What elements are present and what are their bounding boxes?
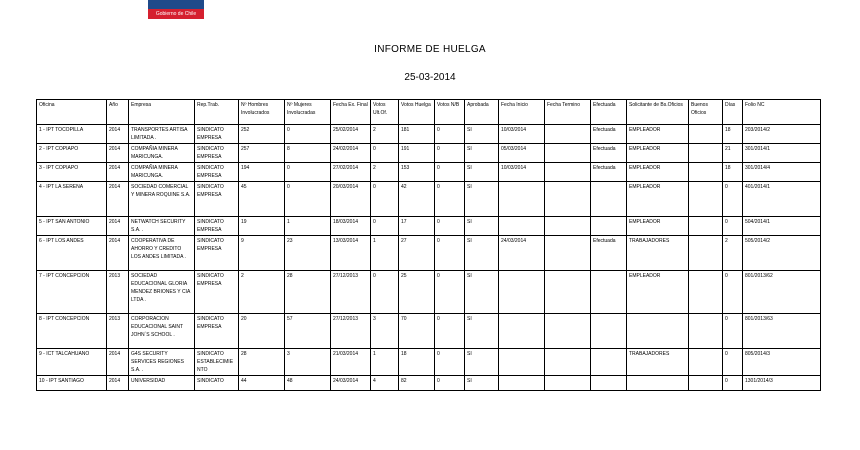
cell-oficina: 10 - IPT SANTIAGO: [37, 376, 107, 391]
cell-oficina: 9 - ICT TALCAHUANO: [37, 349, 107, 376]
col-header-dias: Días: [723, 100, 743, 125]
cell-ano: 2014: [107, 376, 129, 391]
col-header-hombres: Nº Hombres Involucrados: [239, 100, 285, 125]
cell-rep-trab: SINDICATO EMPRESA: [195, 236, 239, 271]
cell-efectuada: Efectuada: [591, 125, 627, 144]
cell-votos-ult-of: 3: [371, 314, 399, 349]
cell-folio-nc: 401/2014/1: [743, 182, 821, 217]
cell-votos-huelga: 25: [399, 271, 435, 314]
cell-fecha-termino: [545, 125, 591, 144]
cell-buenos-oficios: [689, 163, 723, 182]
cell-hombres: 194: [239, 163, 285, 182]
cell-oficina: 7 - IPT CONCEPCION: [37, 271, 107, 314]
cell-folio-nc: 504/2014/1: [743, 217, 821, 236]
cell-hombres: 9: [239, 236, 285, 271]
cell-solicitante: TRABAJADORES: [627, 236, 689, 271]
cell-oficina: 2 - IPT COPIAPO: [37, 144, 107, 163]
cell-mujeres: 23: [285, 236, 331, 271]
cell-fecha-inicio: [499, 271, 545, 314]
col-header-buenos-oficios: Buenos Oficios: [689, 100, 723, 125]
table-row: [37, 271, 821, 314]
cell-oficina: 3 - IPT COPIAPO: [37, 163, 107, 182]
cell-oficina: 1 - IPT TOCOPILLA: [37, 125, 107, 144]
cell-solicitante: EMPLEADOR: [627, 163, 689, 182]
cell-rep-trab: SINDICATO EMPRESA: [195, 314, 239, 349]
cell-fecha-termino: [545, 144, 591, 163]
cell-buenos-oficios: [689, 182, 723, 217]
cell-aprobada: SI: [465, 163, 499, 182]
cell-mujeres: 1: [285, 217, 331, 236]
cell-aprobada: SI: [465, 376, 499, 391]
cell-votos-ult-of: 2: [371, 125, 399, 144]
cell-oficina: 6 - IPT LOS ANDES: [37, 236, 107, 271]
cell-dias: 18: [723, 163, 743, 182]
cell-votos-nb: 0: [435, 349, 465, 376]
cell-fecha-termino: [545, 182, 591, 217]
cell-fecha-inicio: [499, 349, 545, 376]
cell-mujeres: 48: [285, 376, 331, 391]
cell-hombres: 45: [239, 182, 285, 217]
cell-votos-huelga: 70: [399, 314, 435, 349]
cell-hombres: 2: [239, 271, 285, 314]
cell-fecha-ex-final: 27/12/2013: [331, 314, 371, 349]
cell-votos-ult-of: 2: [371, 163, 399, 182]
cell-votos-huelga: 18: [399, 349, 435, 376]
cell-aprobada: SI: [465, 144, 499, 163]
cell-votos-ult-of: 0: [371, 271, 399, 314]
table-row: [37, 125, 821, 144]
cell-folio-nc: 1301/2014/3: [743, 376, 821, 391]
cell-fecha-ex-final: 13/03/2014: [331, 236, 371, 271]
cell-fecha-termino: [545, 163, 591, 182]
cell-votos-huelga: 82: [399, 376, 435, 391]
cell-mujeres: 3: [285, 349, 331, 376]
col-header-votos-ult-of: Votos Ult.Of.: [371, 100, 399, 125]
cell-ano: 2014: [107, 236, 129, 271]
cell-solicitante: EMPLEADOR: [627, 125, 689, 144]
cell-solicitante: EMPLEADOR: [627, 144, 689, 163]
cell-empresa: TRANSPORTES ARTISA LIMITADA .: [129, 125, 195, 144]
cell-hombres: 44: [239, 376, 285, 391]
cell-votos-nb: 0: [435, 314, 465, 349]
cell-empresa: SOCIEDAD EDUCACIONAL GLORIA MENDEZ BRIONES Y CIA LTDA .: [129, 271, 195, 314]
col-header-oficina: Oficina: [37, 100, 107, 125]
cell-efectuada: [591, 349, 627, 376]
cell-votos-nb: 0: [435, 376, 465, 391]
cell-fecha-termino: [545, 271, 591, 314]
cell-solicitante: [627, 314, 689, 349]
report-title: INFORME DE HUELGA: [374, 44, 486, 55]
cell-solicitante: EMPLEADOR: [627, 182, 689, 217]
cell-folio-nc: 801/2013/62: [743, 271, 821, 314]
cell-fecha-inicio: [499, 217, 545, 236]
cell-rep-trab: SINDICATO EMPRESA: [195, 144, 239, 163]
cell-aprobada: SI: [465, 271, 499, 314]
cell-hombres: 28: [239, 349, 285, 376]
cell-fecha-inicio: 05/03/2014: [499, 144, 545, 163]
table-row: [37, 314, 821, 349]
col-header-empresa: Empresa: [129, 100, 195, 125]
cell-ano: 2013: [107, 314, 129, 349]
cell-mujeres: 28: [285, 271, 331, 314]
cell-empresa: COOPERATIVA DE AHORRO Y CREDITO LOS ANDES LIMITADA .: [129, 236, 195, 271]
cell-mujeres: 0: [285, 163, 331, 182]
cell-empresa: G4S SECURITY SERVICES REGIONES S.A. .: [129, 349, 195, 376]
cell-dias: 21: [723, 144, 743, 163]
table-header-row: [37, 100, 821, 125]
cell-mujeres: 0: [285, 182, 331, 217]
cell-fecha-ex-final: 21/03/2014: [331, 349, 371, 376]
cell-fecha-ex-final: 20/03/2014: [331, 182, 371, 217]
cell-aprobada: SI: [465, 182, 499, 217]
cell-aprobada: SI: [465, 349, 499, 376]
cell-rep-trab: SINDICATO EMPRESA: [195, 217, 239, 236]
cell-hombres: 252: [239, 125, 285, 144]
cell-folio-nc: 801/2013/63: [743, 314, 821, 349]
cell-votos-nb: 0: [435, 144, 465, 163]
report-date: 25-03-2014: [404, 72, 456, 83]
cell-dias: 18: [723, 125, 743, 144]
cell-oficina: 4 - IPT LA SERENA: [37, 182, 107, 217]
cell-dias: 0: [723, 217, 743, 236]
cell-efectuada: [591, 376, 627, 391]
cell-fecha-inicio: 10/03/2014: [499, 163, 545, 182]
cell-ano: 2014: [107, 125, 129, 144]
col-header-folio-nc: Folio NC: [743, 100, 821, 125]
cell-votos-nb: 0: [435, 236, 465, 271]
cell-rep-trab: SINDICATO ESTABLECIMIENTO: [195, 349, 239, 376]
cell-votos-nb: 0: [435, 271, 465, 314]
col-header-votos-nb: Votos N/B: [435, 100, 465, 125]
cell-ano: 2014: [107, 144, 129, 163]
cell-buenos-oficios: [689, 125, 723, 144]
cell-fecha-ex-final: 24/03/2014: [331, 376, 371, 391]
table-row: [37, 349, 821, 376]
cell-votos-nb: 0: [435, 163, 465, 182]
cell-votos-ult-of: 1: [371, 236, 399, 271]
cell-mujeres: 57: [285, 314, 331, 349]
cell-folio-nc: 301/2014/1: [743, 144, 821, 163]
cell-rep-trab: SINDICATO: [195, 376, 239, 391]
cell-buenos-oficios: [689, 236, 723, 271]
cell-hombres: 20: [239, 314, 285, 349]
cell-dias: 0: [723, 314, 743, 349]
cell-solicitante: EMPLEADOR: [627, 271, 689, 314]
cell-fecha-termino: [545, 376, 591, 391]
cell-efectuada: [591, 271, 627, 314]
cell-rep-trab: SINDICATO EMPRESA: [195, 271, 239, 314]
cell-buenos-oficios: [689, 271, 723, 314]
cell-dias: 0: [723, 376, 743, 391]
cell-empresa: SOCIEDAD COMERCIAL Y MINERA ROQUINE S.A.: [129, 182, 195, 217]
col-header-fecha-inicio: Fecha Inicio: [499, 100, 545, 125]
cell-aprobada: SI: [465, 236, 499, 271]
col-header-votos-huelga: Votos Huelga: [399, 100, 435, 125]
cell-empresa: CORPORACION EDUCACIONAL SAINT JOHN`S SCHOOL .: [129, 314, 195, 349]
cell-fecha-ex-final: 25/02/2014: [331, 125, 371, 144]
cell-fecha-inicio: 10/03/2014: [499, 125, 545, 144]
cell-dias: 0: [723, 271, 743, 314]
cell-votos-ult-of: 0: [371, 217, 399, 236]
cell-rep-trab: SINDICATO EMPRESA: [195, 163, 239, 182]
cell-oficina: 5 - IPT SAN ANTONIO: [37, 217, 107, 236]
cell-votos-ult-of: 1: [371, 349, 399, 376]
col-header-solicitante: Solicitante de Bs.Oficios: [627, 100, 689, 125]
table-row: [37, 236, 821, 271]
cell-votos-huelga: 17: [399, 217, 435, 236]
strike-report-table: [36, 99, 821, 391]
cell-folio-nc: 203/2014/2: [743, 125, 821, 144]
cell-efectuada: [591, 314, 627, 349]
cell-solicitante: TRABAJADORES: [627, 349, 689, 376]
cell-votos-nb: 0: [435, 182, 465, 217]
cell-votos-huelga: 42: [399, 182, 435, 217]
cell-buenos-oficios: [689, 144, 723, 163]
cell-fecha-ex-final: 18/03/2014: [331, 217, 371, 236]
table-row: [37, 144, 821, 163]
col-header-fecha-ex-final: Fecha Ex. Final: [331, 100, 371, 125]
col-header-mujeres: Nº Mujeres Involucradas: [285, 100, 331, 125]
cell-fecha-ex-final: 27/12/2013: [331, 271, 371, 314]
cell-ano: 2014: [107, 349, 129, 376]
cell-folio-nc: 805/2014/3: [743, 349, 821, 376]
logo-text: Gobierno de Chile: [148, 9, 204, 19]
cell-empresa: NETWATCH SECURITY S.A. .: [129, 217, 195, 236]
cell-fecha-inicio: [499, 182, 545, 217]
cell-votos-ult-of: 4: [371, 376, 399, 391]
cell-fecha-termino: [545, 217, 591, 236]
cell-votos-huelga: 153: [399, 163, 435, 182]
cell-efectuada: [591, 182, 627, 217]
col-header-ano: Año: [107, 100, 129, 125]
col-header-fecha-termino: Fecha Termino: [545, 100, 591, 125]
cell-dias: 2: [723, 236, 743, 271]
cell-votos-huelga: 181: [399, 125, 435, 144]
cell-empresa: COMPAÑIA MINERA MARICUNGA.: [129, 144, 195, 163]
cell-fecha-ex-final: 27/02/2014: [331, 163, 371, 182]
cell-fecha-termino: [545, 349, 591, 376]
table-row: [37, 217, 821, 236]
cell-fecha-inicio: 24/03/2014: [499, 236, 545, 271]
cell-aprobada: SI: [465, 217, 499, 236]
cell-fecha-inicio: [499, 376, 545, 391]
table-row: [37, 163, 821, 182]
cell-votos-huelga: 27: [399, 236, 435, 271]
cell-hombres: 19: [239, 217, 285, 236]
cell-solicitante: EMPLEADOR: [627, 217, 689, 236]
cell-efectuada: [591, 217, 627, 236]
cell-ano: 2014: [107, 182, 129, 217]
cell-hombres: 257: [239, 144, 285, 163]
table-row: [37, 182, 821, 217]
cell-folio-nc: 505/2014/2: [743, 236, 821, 271]
cell-mujeres: 8: [285, 144, 331, 163]
cell-buenos-oficios: [689, 314, 723, 349]
cell-rep-trab: SINDICATO EMPRESA: [195, 125, 239, 144]
cell-aprobada: SI: [465, 125, 499, 144]
cell-empresa: UNIVERSIDAD: [129, 376, 195, 391]
table-row: [37, 376, 821, 391]
cell-votos-ult-of: 0: [371, 144, 399, 163]
cell-folio-nc: 301/2014/4: [743, 163, 821, 182]
cell-oficina: 8 - IPT CONCEPCION: [37, 314, 107, 349]
cell-efectuada: Efectuada: [591, 144, 627, 163]
col-header-efectuada: Efectuada: [591, 100, 627, 125]
cell-buenos-oficios: [689, 217, 723, 236]
cell-buenos-oficios: [689, 349, 723, 376]
cell-empresa: COMPAÑIA MINERA MARICUNGA.: [129, 163, 195, 182]
cell-aprobada: SI: [465, 314, 499, 349]
cell-buenos-oficios: [689, 376, 723, 391]
cell-fecha-termino: [545, 236, 591, 271]
cell-votos-nb: 0: [435, 125, 465, 144]
cell-dias: 0: [723, 182, 743, 217]
cell-efectuada: Efectuada: [591, 163, 627, 182]
cell-fecha-ex-final: 24/02/2014: [331, 144, 371, 163]
cell-mujeres: 0: [285, 125, 331, 144]
cell-rep-trab: SINDICATO EMPRESA: [195, 182, 239, 217]
cell-ano: 2013: [107, 271, 129, 314]
col-header-rep-trab: Rep.Trab.: [195, 100, 239, 125]
cell-ano: 2014: [107, 217, 129, 236]
col-header-aprobada: Aprobada: [465, 100, 499, 125]
cell-ano: 2014: [107, 163, 129, 182]
cell-fecha-inicio: [499, 314, 545, 349]
cell-votos-nb: 0: [435, 217, 465, 236]
gobierno-de-chile-logo: [148, 0, 204, 19]
cell-solicitante: [627, 376, 689, 391]
cell-dias: 0: [723, 349, 743, 376]
cell-votos-huelga: 191: [399, 144, 435, 163]
cell-efectuada: Efectuada: [591, 236, 627, 271]
logo-blue-band: [148, 0, 204, 9]
cell-fecha-termino: [545, 314, 591, 349]
cell-votos-ult-of: 0: [371, 182, 399, 217]
